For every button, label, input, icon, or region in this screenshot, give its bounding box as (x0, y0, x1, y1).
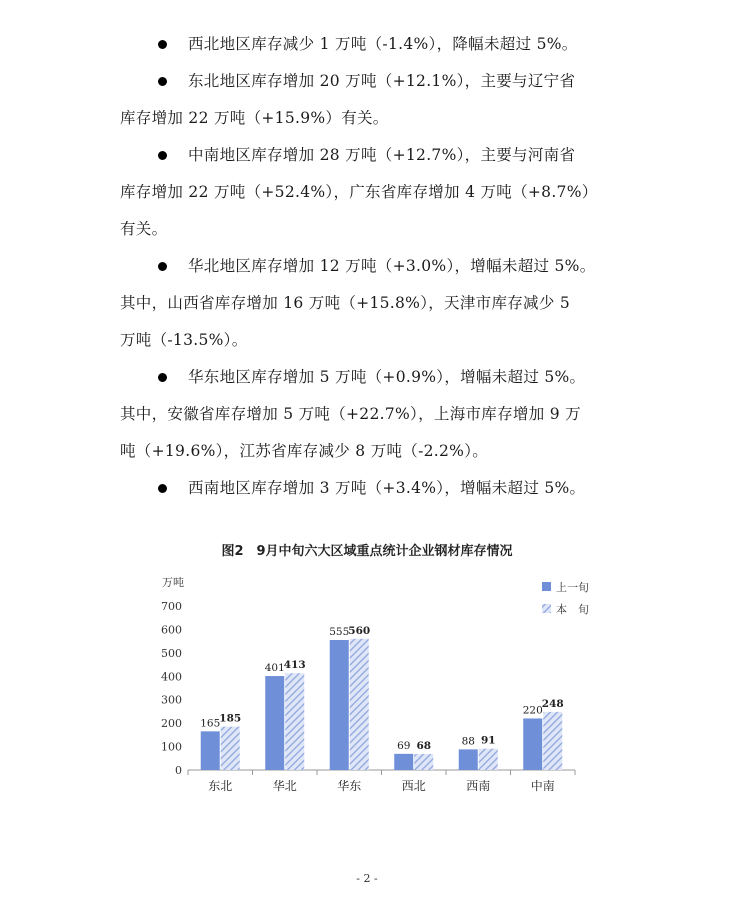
x-tick-label: 中南 (530, 779, 555, 793)
legend-swatch (542, 604, 551, 613)
data-label: 185 (219, 712, 242, 725)
data-label: 248 (541, 697, 564, 710)
x-tick-label: 华北 (272, 779, 297, 793)
y-tick-label: 400 (161, 670, 182, 684)
bullet-line (120, 248, 620, 285)
bar-current (414, 754, 433, 770)
data-label: 555 (329, 625, 350, 638)
data-label: 68 (416, 740, 432, 753)
body-text (120, 26, 620, 507)
x-tick-label: 西北 (401, 779, 426, 793)
paragraph-text: 西北地区库存减少 1 万吨（-1.4%），降幅未超过 5%。 (188, 35, 578, 53)
paragraph-text: 中南地区库存增加 28 万吨（+12.7%），主要与河南省 (188, 146, 576, 164)
bullet-line (120, 470, 620, 507)
paragraph-text: 华北地区库存增加 12 万吨（+3.0%），增幅未超过 5%。 (188, 257, 596, 275)
x-tick-label: 东北 (208, 779, 233, 793)
bullet-paragraph (120, 26, 620, 63)
paragraph-text: 西南地区库存增加 3 万吨（+3.4%），增幅未超过 5%。 (188, 479, 586, 497)
y-tick-label: 300 (161, 693, 182, 707)
bullet-paragraph (120, 359, 620, 470)
paragraph-continuation: 其中，安徽省库存增加 5 万吨（+22.7%），上海市库存增加 9 万 (120, 405, 581, 423)
legend-label: 本 旬 (556, 603, 589, 616)
data-label: 88 (461, 735, 475, 748)
data-label: 69 (397, 739, 411, 752)
paragraph-continuation: 库存增加 22 万吨（+52.4%），广东省库存增加 4 万吨（+8.7%） (120, 183, 598, 201)
bullet-paragraph (120, 470, 620, 507)
data-label: 401 (264, 662, 285, 675)
data-label: 220 (522, 704, 543, 717)
y-tick-label: 200 (161, 717, 182, 731)
bullet-line (120, 26, 620, 63)
bar-previous (523, 718, 542, 770)
data-label: 560 (348, 624, 371, 637)
paragraph-continuation: 其中，山西省库存增加 16 万吨（+15.8%），天津市库存减少 5 (120, 294, 571, 312)
x-tick-label: 西南 (466, 779, 491, 793)
y-tick-label: 600 (161, 623, 182, 637)
paragraph-continuation: 库存增加 22 万吨（+15.9%）有关。 (120, 109, 389, 127)
bullet-line (120, 63, 620, 100)
data-label: 91 (480, 734, 496, 747)
bullet-paragraph (120, 248, 620, 359)
x-tick-label: 华东 (337, 779, 362, 793)
bullet-paragraph (120, 137, 620, 248)
y-tick-label: 0 (175, 764, 182, 777)
bar-current (350, 639, 369, 770)
legend-swatch (542, 582, 551, 591)
data-label: 165 (200, 717, 221, 730)
bullet-icon (158, 40, 167, 49)
bar-current (479, 749, 498, 770)
bar-chart (140, 570, 590, 810)
bullet-icon (158, 484, 167, 493)
y-axis-label: 万吨 (162, 576, 184, 589)
chart-title: 图2 9月中旬六大区域重点统计企业钢材库存情况 (221, 544, 513, 559)
bullet-line (120, 359, 620, 396)
bar-previous (394, 754, 413, 770)
bullet-icon (158, 373, 167, 382)
bar-previous (265, 676, 284, 770)
bar-current (221, 727, 240, 770)
bullet-icon (158, 262, 167, 271)
bar-current (543, 712, 562, 770)
paragraph-text: 华东地区库存增加 5 万吨（+0.9%），增幅未超过 5%。 (188, 368, 586, 386)
y-tick-label: 500 (161, 646, 182, 660)
data-label: 413 (283, 659, 306, 672)
paragraph-continuation: 万吨（-13.5%）。 (120, 331, 248, 349)
bullet-icon (158, 77, 167, 86)
bullet-line (120, 137, 620, 174)
bar-current (285, 673, 304, 770)
y-tick-label: 700 (161, 600, 182, 613)
paragraph-text: 东北地区库存增加 20 万吨（+12.1%），主要与辽宁省 (188, 72, 576, 90)
legend-label: 上一旬 (556, 581, 589, 594)
paragraph-continuation: 有关。 (120, 220, 168, 238)
paragraph-continuation: 吨（+19.6%），江苏省库存减少 8 万吨（-2.2%）。 (120, 442, 489, 460)
bar-previous (201, 731, 220, 770)
bullet-icon (158, 151, 167, 160)
bar-previous (459, 749, 478, 770)
bar-previous (330, 640, 349, 770)
bullet-paragraph (120, 63, 620, 137)
page-number: - 2 - (356, 872, 378, 885)
y-tick-label: 100 (161, 740, 182, 754)
